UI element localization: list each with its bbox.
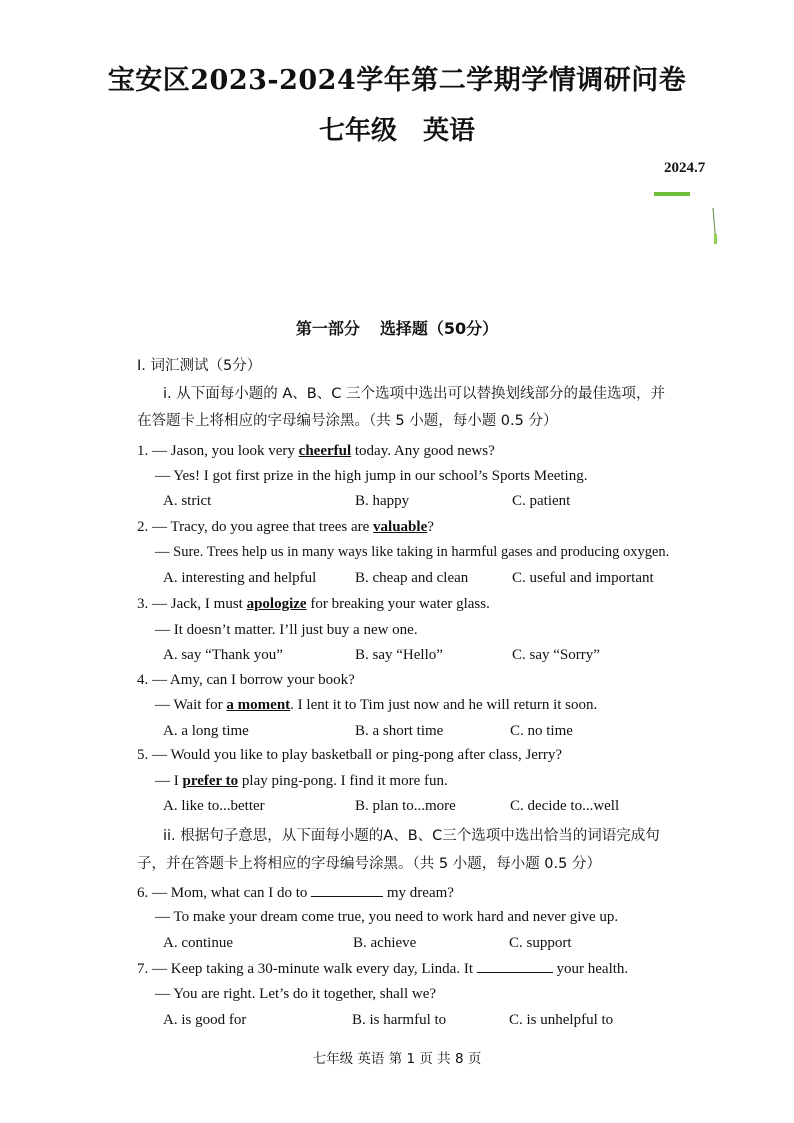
q6-option-b: B. achieve (353, 935, 417, 951)
section-heading (0, 316, 794, 339)
q6-option-c: C. support (509, 935, 572, 951)
q7-response: — You are right. Let’s do it together, shall we? (155, 986, 437, 1002)
q7-option-a: A. is good for (163, 1012, 247, 1028)
q7-option-c: C. is unhelpful to (509, 1012, 614, 1028)
q1-option-a: A. strict (163, 493, 212, 509)
page-footer: 七年级 英语 第 1 页 共 8 页 (312, 1051, 482, 1067)
q4-prompt: 4. — Amy, can I borrow your book? (137, 672, 355, 688)
q5-option-c: C. decide to...well (510, 798, 620, 814)
q1-option-c: C. patient (512, 493, 571, 509)
pen-mark-icon (650, 186, 725, 261)
exam-subtitle (0, 110, 794, 147)
q1-option-b: B. happy (355, 493, 410, 509)
q1-response: — Yes! I got first prize in the high jump in our school’s Sports Meeting. (155, 468, 588, 484)
instruction-1-line-1: i. 从下面每小题的 A、B、C 三个选项中选出可以替换划线部分的最佳选项，并 (163, 386, 665, 402)
q6-blank (311, 882, 383, 897)
q7-option-b: B. is harmful to (352, 1012, 447, 1028)
instruction-2-line-2: 子，并在答题卡上将相应的字母编号涂黑。（共 5 小题，每小题 0.5 分） (137, 856, 601, 872)
q5-underlined-phrase: prefer to (182, 773, 239, 789)
q7-prompt: 7. — Keep taking a 30-minute walk every day, Linda. It your health. (137, 958, 628, 979)
q1-prompt: 1. — Jason, you look very cheerful today. Any good news? (137, 443, 495, 459)
q2-response: — Sure. Trees help us in many ways like taking in harmful gases and producing oxygen. (155, 544, 670, 560)
q2-option-b: B. cheap and clean (355, 570, 469, 586)
q4-underlined-phrase: a moment (226, 697, 291, 713)
vocab-heading: I. 词汇测试（5分） (137, 358, 262, 374)
q5-prompt: 5. — Would you like to play basketball or ping-pong after class, Jerry? (137, 747, 563, 763)
q4-option-c: C. no time (510, 723, 573, 739)
q2-option-c: C. useful and important (512, 570, 654, 586)
section-name: 选择题（50分） (379, 319, 499, 338)
q4-option-b: B. a short time (355, 723, 444, 739)
q3-option-a: A. say “Thank you” (163, 647, 283, 663)
q3-prompt: 3. — Jack, I must apologize for breaking your water glass. (137, 596, 490, 612)
q2-prompt: 2. — Tracy, do you agree that trees are valuable? (137, 519, 434, 535)
q2-option-a: A. interesting and helpful (163, 570, 317, 586)
q5-option-a: A. like to...better (163, 798, 265, 814)
grade-label: 七年级 (318, 116, 397, 146)
q7-blank (477, 958, 553, 973)
q2-underlined-word: valuable (373, 519, 428, 535)
section-part: 第一部分 (295, 319, 360, 338)
q6-response: — To make your dream come true, you need to work hard and never give up. (155, 909, 619, 925)
q3-option-b: B. say “Hello” (355, 647, 443, 663)
q5-response: — I prefer to play ping-pong. I find it more fun. (155, 773, 448, 789)
q3-response: — It doesn’t matter. I’ll just buy a new one. (155, 622, 418, 638)
q1-underlined-word: cheerful (298, 443, 352, 459)
q3-underlined-word: apologize (246, 596, 307, 612)
q4-response: — Wait for a moment. I lent it to Tim just now and he will return it soon. (155, 697, 598, 713)
exam-title: 宝安区2023-2024学年第二学期学情调研问卷 (107, 65, 687, 96)
q4-option-a: A. a long time (163, 723, 249, 739)
instruction-2-line-1: ii. 根据句子意思，从下面每小题的A、B、C三个选项中选出恰当的词语完成句 (163, 828, 660, 844)
exam-date: 2024.7 (664, 160, 706, 176)
subject-label: 英语 (423, 116, 476, 146)
instruction-1-line-2: 在答题卡上将相应的字母编号涂黑。（共 5 小题，每小题 0.5 分） (137, 413, 558, 429)
q3-option-c: C. say “Sorry” (512, 647, 600, 663)
q5-option-b: B. plan to...more (355, 798, 456, 814)
q6-prompt: 6. — Mom, what can I do to my dream? (137, 882, 454, 903)
q6-option-a: A. continue (163, 935, 233, 951)
